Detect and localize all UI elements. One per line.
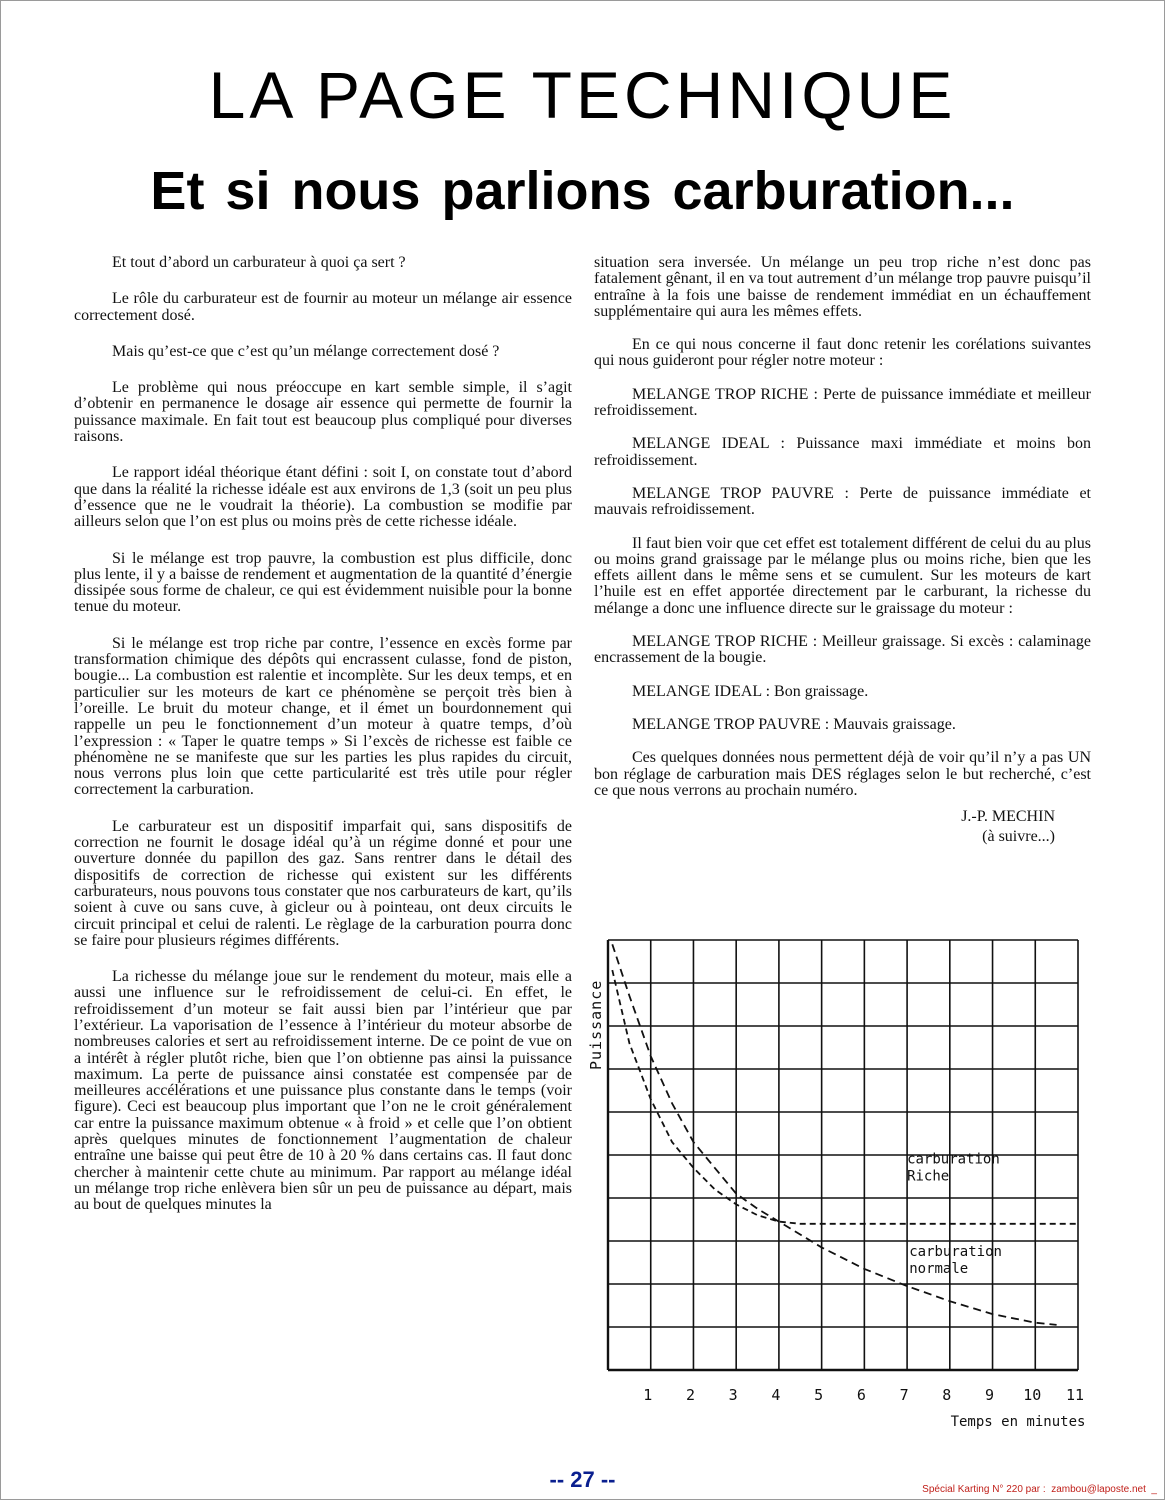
series-label-riche-line1: carburation [907,1151,1000,1168]
y-axis-label: Puissance [587,979,605,1070]
x-tick-label: 11 [1065,1386,1085,1404]
power-vs-time-chart [587,928,1098,1430]
page-number: -- 27 -- [549,1467,616,1492]
series-label-riche-line2: Riche [907,1168,950,1185]
paragraph: Le problème qui nous préoccupe en kart semble simple, il s’agit d’obtenir en permanence le dosage air essence qui permette de fournir la puissance maximale. En fait tout est beaucoup plus compliqué pour diverses raisons. [74,379,572,446]
paragraph: Si le mélange est trop pauvre, la combustion est plus difficile, donc plus lente, il y a baisse de rendement et augmentation de la quantité d’énergie dissipée sous forme de chaleur, ce qui est évidemment nuisible pour la bonne tenue du moteur. [74,549,572,616]
paragraph: La richesse du mélange joue sur le rendement du moteur, mais elle a aussi une influence sur le refroidissement de celui-ci. En effet, le refroidissement d’un moteur se fait aussi bien par l’intérieur que par l’extérieur. La vaporisation de l’essence à l’intérieur du moteur absorbe de nombreuses calories et sert au refroidissement interne. De ce point de vue on a intérêt à régler plutôt riche, bien que l’on obtienne pas ainsi la puissance maximum. La perte de puissance ainsi constatée est compensée par de meilleures accélérations et une puissance plus constante dans le temps (voir figure). Ceci est beaucoup plus important que l’on ne le croit généralement car entre la puissance maximum obtenue « à froid » et celle que l’on obtient après quelques minutes de fonctionnement l’augmentation de chaleur entraîne une baisse qui peut être de 10 à 20 % dans certains cas. Il faut donc chercher à maintenir cette chute au minimum. Par rapport au mélange idéal un mélange trop riche enlèvera bien sûr un peu de puissance au départ, mais au bout de quelques minutes la [74,968,572,1214]
x-tick-label: 2 [685,1386,695,1404]
footer-credit: Spécial Karting N° 220 par : zambou@laposte.net _ [922,1484,1157,1495]
chart-series [612,944,1078,1325]
paragraph: MELANGE IDEAL : Bon graissage. [632,682,869,700]
x-axis-label: Temps en minutes [950,1414,1086,1430]
chart-svg [587,928,1098,1430]
paragraph: Mais qu’est-ce que c’est qu’un mélange correctement dosé ? [112,342,500,360]
paragraph: Le rapport idéal théorique étant défini : soit I, on constate tout d’abord que dans la réalité la richesse idéale est aux environs de 1,3 (soit un peu plus d’essence que ne le voudrait la théorie). La combustion se modifie par ailleurs selon que l’on est plus ou moins près de cette richesse idéale. [74,464,572,531]
paragraph: En ce qui nous concerne il faut donc retenir les corélations suivantes qui nous guideront pour régler notre moteur : [594,336,1091,370]
paragraph: Le rôle du carburateur est de fournir au moteur un mélange air essence correctement dosé. [74,290,572,324]
x-tick-label: 10 [1023,1386,1042,1404]
paragraph: Et tout d’abord un carburateur à quoi ça sert ? [112,254,406,271]
page-title: LA PAGE TECHNIQUE [208,58,957,132]
to-be-continued: (à suivre...) [982,828,1055,846]
series-line-normale [612,944,1056,1325]
paragraph: MELANGE TROP PAUVRE : Perte de puissance immédiate et mauvais refroidissement. [594,484,1091,519]
article-column-left [74,255,572,1234]
paragraph: Il faut bien voir que cet effet est totalement différent de celui du au plus ou moins grand graissage par le mélange plus ou moins riche, bien que les effets aillent dans le même sens et se cumulent. Sur les moteurs de kart l’huile est en effet apportée directement par le carburant, la richesse du mélange a donc une influence directe sur le graissage du moteur : [594,534,1091,617]
x-tick-label: 4 [771,1386,781,1404]
paragraph: situation sera inversée. Un mélange un peu trop riche n’est donc pas fatalement gênant, il en va tout autrement d’un mélange trop pauvre puisqu’il entraîne à la fois une baisse de rendement immédiat en un échauffement supplémentaire qui aura les mêmes effets. [594,254,1091,320]
x-tick-label: 1 [643,1386,653,1404]
author-signature: J.-P. MECHIN [961,808,1055,826]
chart-x-ticks [643,1386,1084,1404]
paragraph: MELANGE TROP RICHE : Meilleur graissage. Si excès : calaminage encrassement de la bougie. [594,633,1091,667]
paragraph: MELANGE TROP RICHE : Perte de puissance immédiate et meilleur refroidissement. [594,385,1091,420]
series-line-riche [612,970,1078,1224]
series-label-normale-line2: normale [909,1261,969,1278]
chart-grid [608,940,1078,1370]
paragraph: Ces quelques données nous permettent déjà de voir qu’il n’y a pas UN bon réglage de carburation mais DES réglages selon le but recherché, c’est ce que nous verrons au prochain numéro. [594,749,1091,799]
x-tick-label: 8 [942,1386,952,1404]
series-label-normale-line1: carburation [909,1244,1002,1261]
article-title: Et si nous parlions carburation... [150,161,1015,221]
paragraph: Si le mélange est trop riche par contre, l’essence en excès forme par transformation chimique des dépôts qui encrassent culasse, fond de piston, bougie... La combustion est ralentie et incomplète. Sur les deux temps, et en particulier sur les moteurs de kart ce phénomène se perçoit très bien à l’oreille. Le bruit du moteur change, et il émet un bourdonnement qui rappelle un peu le fonctionnement d’un moteur à quatre temps, d’où l’expression : « Taper le quatre temps » Si l’excès de richesse est faible ce phénomène ne se manifeste que sur les parties les plus rapides du circuit, nous verrons plus loin que cette particularité est très utile pour régler correctement la carburation. [74,634,572,799]
x-tick-label: 7 [899,1386,909,1404]
article-column-right [594,255,1091,863]
paragraph: MELANGE IDEAL : Puissance maxi immédiate et moins bon refroidissement. [594,435,1091,469]
x-tick-label: 9 [985,1386,995,1404]
x-tick-label: 6 [856,1386,866,1404]
x-tick-label: 5 [814,1386,824,1404]
chart-labels [587,980,1085,1430]
paragraph: Le carburateur est un dispositif imparfait qui, sans dispositifs de correction ne fournit le dosage idéal qu’à un régime donné et pour une ouverture donnée du papillon des gaz. Sans rentrer dans le détail des dispositifs de correction de richesse qui existent sur les différents carburateurs, nous pouvons tous constater que nos carburateurs de kart, qu’ils soient à cuve ou sans cuve, à gicleur ou à pointeau, ont deux circuits le circuit principal et celui de ralenti. Le règlage de la carburation pourra donc se faire pour plusieurs régimes différents. [74,817,572,949]
x-tick-label: 3 [728,1386,738,1404]
paragraph: MELANGE TROP PAUVRE : Mauvais graissage. [632,715,956,733]
